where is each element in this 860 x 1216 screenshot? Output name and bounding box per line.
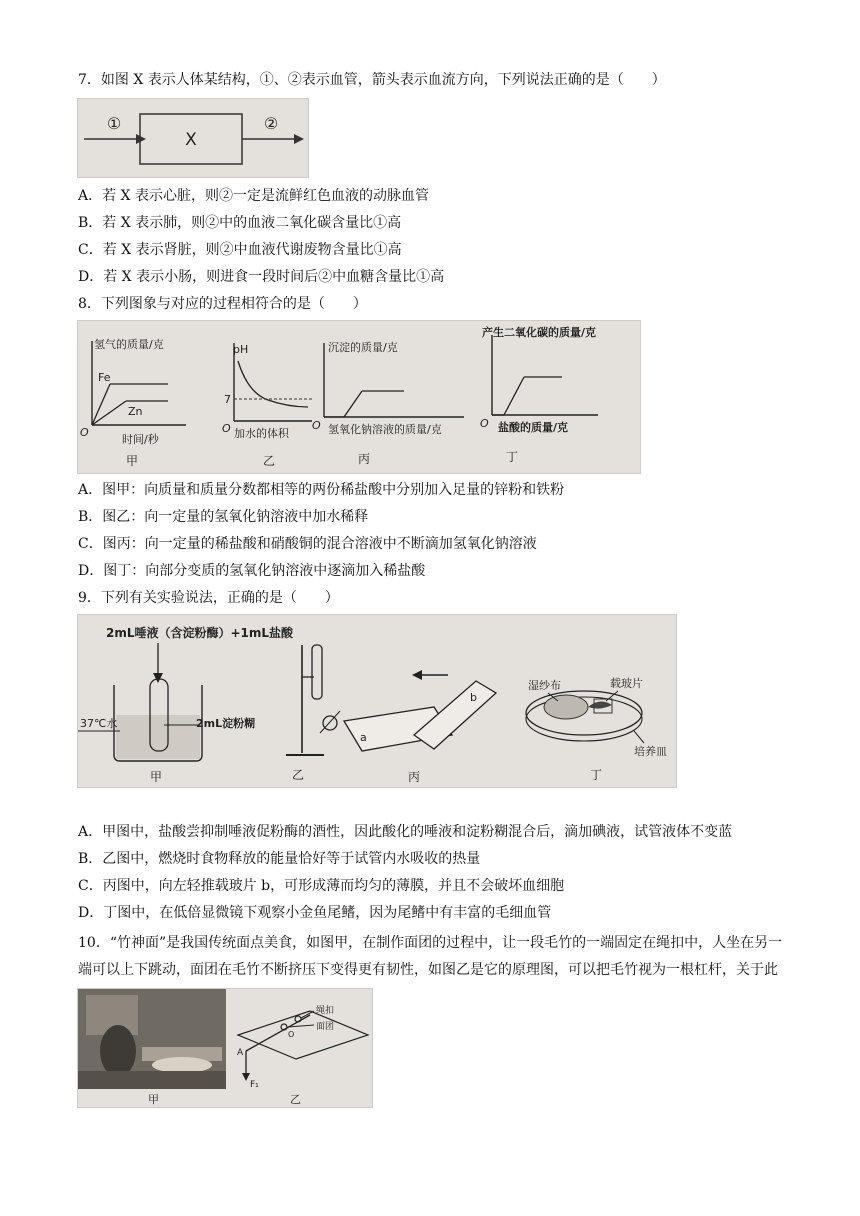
q10-caption-yi: 乙 — [290, 1093, 301, 1106]
q9-caption-bing: 丙 — [408, 770, 421, 784]
q8-option-c: C．图丙：向一定量的稀盐酸和硝酸铜的混合溶液中不断滴加氢氧化钠溶液 — [78, 536, 537, 552]
q10-lever-diagram — [237, 1004, 368, 1106]
q8-ding-ylabel: 产生二氧化碳的质量/克 — [482, 326, 597, 339]
q9-smear-setup — [344, 670, 496, 784]
q9-caption-yi: 乙 — [292, 768, 305, 782]
q9-fig-title: 2mL唾液（含淀粉酶）+1mL盐酸 — [106, 626, 294, 640]
q7-structure-label: X — [185, 130, 197, 150]
q8-figure — [77, 320, 641, 474]
q9-paste-label: 2mL淀粉糊 — [196, 717, 256, 730]
q9-dish-label: 培养皿 — [634, 745, 667, 758]
q8-bing-ylabel: 沉淀的质量/克 — [328, 341, 398, 354]
q8-yi-caption: 乙 — [263, 454, 276, 468]
q10-knot-label: 绳扣 — [316, 1006, 335, 1016]
q9-fish-setup — [526, 676, 667, 782]
q9-option-b: B．乙图中，燃烧时食物释放的能量恰好等于试管内水吸收的热量 — [78, 851, 481, 867]
q8-graph-ding — [480, 325, 598, 464]
q9-caption-ding: 丁 — [590, 768, 603, 782]
q8-yi-origin: O — [222, 422, 231, 435]
q8-jia-zn-label: Zn — [128, 405, 143, 418]
q7-option-b: B．若 X 表示肺，则②中的血液二氧化碳含量比①高 — [78, 215, 402, 231]
q8-ding-xlabel: 盐酸的质量/克 — [498, 421, 569, 434]
q10-caption-jia: 甲 — [148, 1093, 159, 1106]
q10-point-a: A — [237, 1048, 244, 1058]
q8-option-a: A．图甲：向质量和质量分数都相等的两份稀盐酸中分别加入足量的锌粉和铁粉 — [78, 482, 565, 498]
q8-bing-caption: 丙 — [358, 452, 371, 466]
q8-jia-ylabel: 氢气的质量/克 — [94, 338, 164, 351]
q9-stem: 9．下列有关实验说法，正确的是（ ） — [78, 590, 339, 606]
q8-graph-jia — [80, 337, 186, 468]
q8-option-d: D．图丁：向部分变质的氢氧化钠溶液中逐滴加入稀盐酸 — [78, 563, 426, 579]
q8-jia-fe-label: Fe — [98, 371, 111, 384]
q7-option-d: D．若 X 表示小肠，则进食一段时间后②中血糖含量比①高 — [78, 269, 445, 285]
q8-yi-tick: 7 — [224, 393, 231, 406]
q8-graph-yi — [222, 343, 312, 468]
q9-option-c: C．丙图中，向左轻推载玻片 b，可形成薄而均匀的薄膜，并且不会破坏血细胞 — [78, 878, 565, 894]
q8-ding-caption: 丁 — [506, 450, 519, 464]
q7-option-c: C．若 X 表示肾脏，则②中血液代谢废物含量比①高 — [78, 242, 402, 258]
q8-bing-xlabel: 氢氧化钠溶液的质量/克 — [328, 423, 442, 436]
q8-option-b: B．图乙：向一定量的氢氧化钠溶液中加水稀释 — [78, 509, 369, 525]
q8-jia-xlabel: 时间/秒 — [122, 433, 159, 446]
q7-figure — [77, 98, 309, 178]
q8-bing-origin: O — [312, 419, 321, 432]
q7-option-a: A．若 X 表示心脏，则②一定是流鲜红色血液的动脉血管 — [78, 188, 429, 204]
q10-force-label: F₁ — [250, 1080, 259, 1090]
q7-vessel2-label: ② — [263, 114, 279, 133]
q8-jia-caption: 甲 — [126, 454, 139, 468]
q10-stem: 10．“竹神面”是我国传统面点美食，如图甲，在制作面团的过程中，让一段毛竹的一端固定在绳扣中，人坐在另一端可以上下跳动，面团在毛竹不断挤压下变得更有韧性，如图乙是它的原理图，可以把毛竹视为一根杠杆，关于此 — [78, 935, 783, 978]
q8-jia-origin: O — [80, 426, 89, 439]
q10-photo — [78, 989, 226, 1106]
q9-option-d: D．丁图中，在低倍显微镜下观察小金鱼尾鳍，因为尾鳍中有丰富的毛细血管 — [78, 905, 552, 921]
q9-cotton-label: 湿纱布 — [528, 679, 561, 692]
q7-vessel1-label: ① — [106, 114, 122, 133]
q9-figure — [77, 614, 677, 788]
q9-glass-label: 载玻片 — [610, 677, 643, 690]
q8-stem: 8．下列图象与对应的过程相符合的是（ ） — [78, 296, 367, 312]
q9-water-label: 37℃水 — [80, 717, 118, 730]
q9-beaker-setup — [78, 643, 255, 784]
q7-stem: 7．如图 X 表示人体某结构，①、②表示血管，箭头表示血流方向，下列说法正确的是（ ） — [78, 72, 666, 88]
q8-graph-bing — [312, 340, 464, 466]
q9-option-a: A．甲图中，盐酸尝抑制唾液促粉酶的酒性，因此酸化的唾液和淀粉糊混合后，滴加碘液，试管液体不变蓝 — [78, 824, 733, 840]
q9-slide-b: b — [470, 691, 477, 704]
q8-yi-ylabel: pH — [233, 343, 249, 356]
q8-ding-origin: O — [480, 417, 489, 430]
q10-figure — [77, 988, 373, 1108]
q9-slide-a: a — [360, 731, 367, 744]
q9-caption-jia: 甲 — [150, 770, 163, 784]
q8-yi-xlabel: 加水的体积 — [234, 427, 289, 440]
q10-dough-label: 面团 — [316, 1022, 335, 1032]
q9-burning-setup — [286, 645, 340, 782]
q10-point-o: O — [288, 1030, 295, 1039]
